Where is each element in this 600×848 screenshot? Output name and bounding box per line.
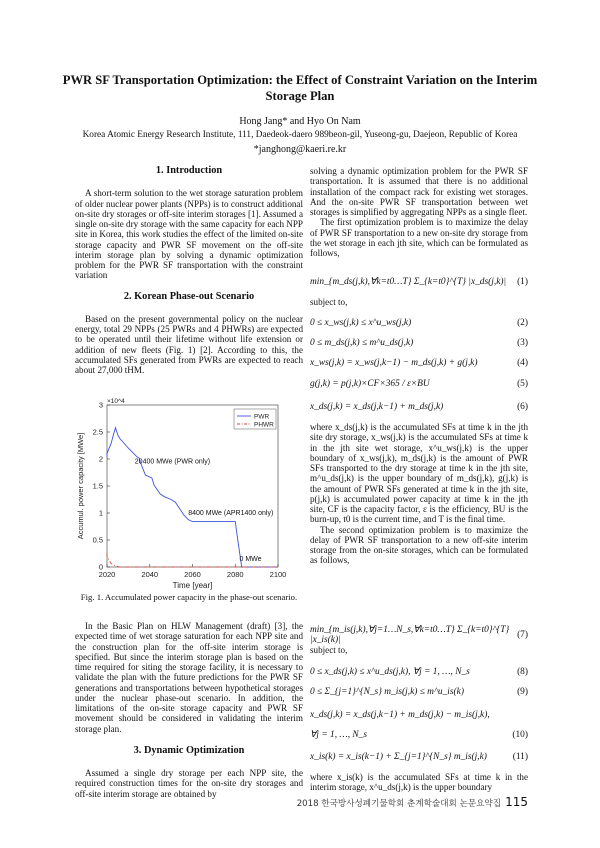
x-tick-label: 2020: [98, 570, 116, 579]
subject-to-1-text: subject to,: [310, 297, 348, 307]
figure-1: [75, 395, 303, 600]
x-tick-label: 2100: [269, 570, 287, 579]
equation-7-text: min_{m_is(j,k),∀j=1…N_s,∀k=t0…T} Σ_{k=t0}^{T} |x_is(k)|: [310, 625, 510, 645]
right-column-bottom: [310, 772, 528, 793]
right-paragraph-1: solving a dynamic optimization problem for the PWR SF transportation. It is assumed that there is no additional installation of the compact rack for existing wet storages. And the on-site PWR SF transportation between wet storages is simplified by aggregating NPPs as a single fleet.: [310, 166, 528, 217]
equation-8-text: 0 ≤ x_ds(j,k) ≤ x^u_ds(j,k), ∀j = 1, …, N_s: [310, 667, 470, 677]
equation-11-number: (11): [512, 752, 528, 762]
legend-label-pwr: PWR: [254, 413, 270, 421]
equation-9-text: 0 ≤ Σ_{j=1}^{N_s} m_is(j,k) ≤ m^u_is(k): [310, 687, 464, 697]
equation-6-text: x_ds(j,k) = x_ds(j,k−1) + m_ds(j,k): [310, 402, 444, 412]
authors: Hong Jang* and Hyo On Nam: [239, 116, 361, 127]
x-axis-label: Time [year]: [172, 581, 213, 590]
right-paragraph-5: where x_is(k) is the accumulated SFs at time k in the interim storage, x^u_ds(j,k) is the upper boundary: [310, 772, 528, 793]
legend-label-phwr: PHWR: [254, 421, 274, 429]
right-column-middle: [310, 422, 528, 566]
y-tick-label: 0.5: [92, 535, 103, 545]
equation-5: [310, 379, 528, 389]
right-paragraph-3: where x_ds(j,k) is the accumulated SFs at time k in the jth site dry storage, x_ws(j,k) is the accumulated SFs at time k in the jth site wet storage, x^u_ws(j,k) is the upper boundary of x_ws(j,k), m_ds(j,k) is the amount of PWR SFs transported to the dry storage at time k in the jth site, m^u_ds(j,k) is the upper boundary of m_ds(j,k), g(j,k) is the amount of PWR SFs generated at time k in the jth site, p(j,k) is accumulated power capacity at time k in the jth site, CF is the capacity factor, ε is the efficiency, BU is the burn-up, t0 is the current time, and T is the final time.: [310, 422, 528, 525]
equation-9: [310, 687, 528, 697]
equation-2-text: 0 ≤ x_ws(j,k) ≤ x^u_ws(j,k): [310, 318, 412, 328]
equation-10a: [310, 710, 528, 720]
dynopt-paragraph: Assumed a single dry storage per each NPP site, the required construction times for the on-site dry storages and off-site interim storage are obtained by: [75, 768, 303, 799]
equation-2: [310, 318, 528, 328]
chart-annotation-2: 0 MWe: [239, 556, 262, 564]
y-tick-label: 1.5: [92, 481, 103, 491]
equation-7: [310, 624, 528, 645]
equation-9-number: (9): [517, 687, 528, 697]
figure-caption: Fig. 1. Accumulated power capacity in the phase-out scenario.: [80, 592, 298, 602]
dynopt-heading: 3. Dynamic Optimization: [133, 744, 245, 756]
x-tick-label: 2080: [226, 570, 244, 579]
page-number: 115: [505, 795, 528, 809]
y-axis-label: Accumul. power capacity [MWe]: [76, 432, 85, 540]
equation-3: [310, 338, 528, 348]
equation-11-text: x_is(k) = x_is(k−1) + Σ_{j=1}^{N_s} m_is(j,k): [310, 752, 487, 762]
equation-3-number: (3): [517, 338, 528, 348]
equation-4-text: x_ws(j,k) = x_ws(j,k−1) − m_ds(j,k) + g(j,k): [310, 358, 478, 368]
equation-10a-text: x_ds(j,k) = x_ds(j,k−1) + m_ds(j,k) − m_is(j,k),: [310, 710, 490, 720]
affiliation: Korea Atomic Energy Research Institute, 111, Daedeok-daero 989beon-gil, Yuseong-gu, Daejeon, Republic of Korea: [82, 130, 518, 140]
equation-8-number: (8): [517, 666, 528, 677]
equation-5-number: (5): [517, 379, 528, 389]
y-tick-label: 2: [98, 454, 103, 464]
subject-to-2: [310, 645, 528, 655]
x-tick-label: 2060: [184, 570, 201, 579]
right-paragraph-2: The first optimization problem is to maximize the delay of PWR SF transportation to a new on-site dry storage from the wet storage in each jth site, which can be formulated as follows,: [310, 217, 528, 258]
equation-1: [310, 276, 528, 287]
equation-5-text: g(j,k) = p(j,k)×CF×365 / ε×BU: [310, 379, 430, 389]
equation-4: [310, 358, 528, 368]
equation-3-text: 0 ≤ m_ds(j,k) ≤ m^u_ds(j,k): [310, 338, 414, 348]
paper-title: PWR SF Transportation Optimization: the Effect of Constraint Variation on the Interim Storage Plan: [62, 73, 538, 103]
chart-annotation-0: 20400 MWe (PWR only): [134, 458, 211, 466]
equation-10-number: (10): [512, 729, 528, 740]
left-column-bottom: [75, 621, 303, 799]
footer-text: 2018 한국방사성폐기물학회 춘계학술대회 논문요약집: [296, 799, 502, 809]
y-multiplier: ×10^4: [107, 398, 125, 405]
equation-1-text: min_{m_ds(j,k),∀k=t0…T} Σ_{k=t0}^{T} |x_ds(j,k)|: [310, 277, 507, 287]
left-column-top: [75, 166, 303, 375]
y-tick-label: 3: [98, 400, 103, 410]
equation-4-number: (4): [517, 358, 528, 368]
intro-paragraph: A short-term solution to the wet storage saturation problem of older nuclear power plants (NPPs) is to construct additional on-site dry storages or off-site interim storages [1]. Assumed a single on-site dry storage with the same capacity for each NPP site in Korea, this work studies the effect of the limited on-site storage capacity and PWR SF movement on the off-site interim storage plan by solving a dynamic optimization problem for the PWR SF transportation with the constraint variation: [75, 188, 303, 281]
equation-6: [310, 402, 528, 412]
subject-to-1: [310, 297, 528, 307]
phaseout-heading: 2. Korean Phase-out Scenario: [123, 290, 255, 302]
right-column-top: [310, 166, 528, 258]
phaseout-paragraph-2: In the Basic Plan on HLW Management (draft) [3], the expected time of wet storage saturation for each NPP site and the construction plan for the off-site interim storage is specified. But since the interim storage plan is based on the time required for siting the storage facility, it is necessary to validate the plan with the future predictions for the PWR SF generations and transportations between hypothetical storages under the nuclear phase-out scenario. In addition, the limitations of the on-site storage capacity and PWR SF movement should be considered in validating the interim storage plan.: [75, 621, 303, 734]
equation-6-number: (6): [517, 402, 528, 412]
equation-7-number: (7): [517, 629, 528, 640]
page-footer: [297, 795, 528, 809]
equation-10b: [310, 729, 528, 740]
y-tick-label: 0: [98, 562, 103, 572]
chart-annotation-1: 8400 MWe (APR1400 only): [188, 510, 274, 518]
subject-to-2-text: subject to,: [310, 645, 348, 655]
equation-1-number: (1): [517, 276, 528, 287]
phaseout-paragraph-1: Based on the present governmental policy on the nuclear energy, total 29 NPPs (25 PWRs and 4 PHWRs) are expected to be operated until their lifetime without life extension or addition of new fleets (Fig. 1) [2]. According to this, the accumulated SFs generated from PWRs are expected to reach about 27,000 tHM.: [75, 313, 303, 375]
power-capacity-chart: [75, 395, 303, 595]
y-tick-label: 1: [98, 508, 103, 518]
equation-8: [310, 666, 528, 677]
intro-heading: 1. Introduction: [155, 165, 223, 176]
x-tick-label: 2040: [141, 570, 159, 579]
equation-2-number: (2): [517, 318, 528, 328]
equation-11: [310, 752, 528, 762]
plot-area: [107, 405, 278, 567]
equation-10b-text: ∀j = 1, …, N_s: [310, 730, 368, 740]
email: *janghong@kaeri.re.kr: [253, 144, 347, 155]
right-paragraph-4: The second optimization problem is to maximize the delay of PWR SF transportation to a new off-site interim storage from the on-site storages, which can be formulated as follows,: [310, 524, 528, 566]
y-tick-label: 2.5: [92, 427, 103, 437]
